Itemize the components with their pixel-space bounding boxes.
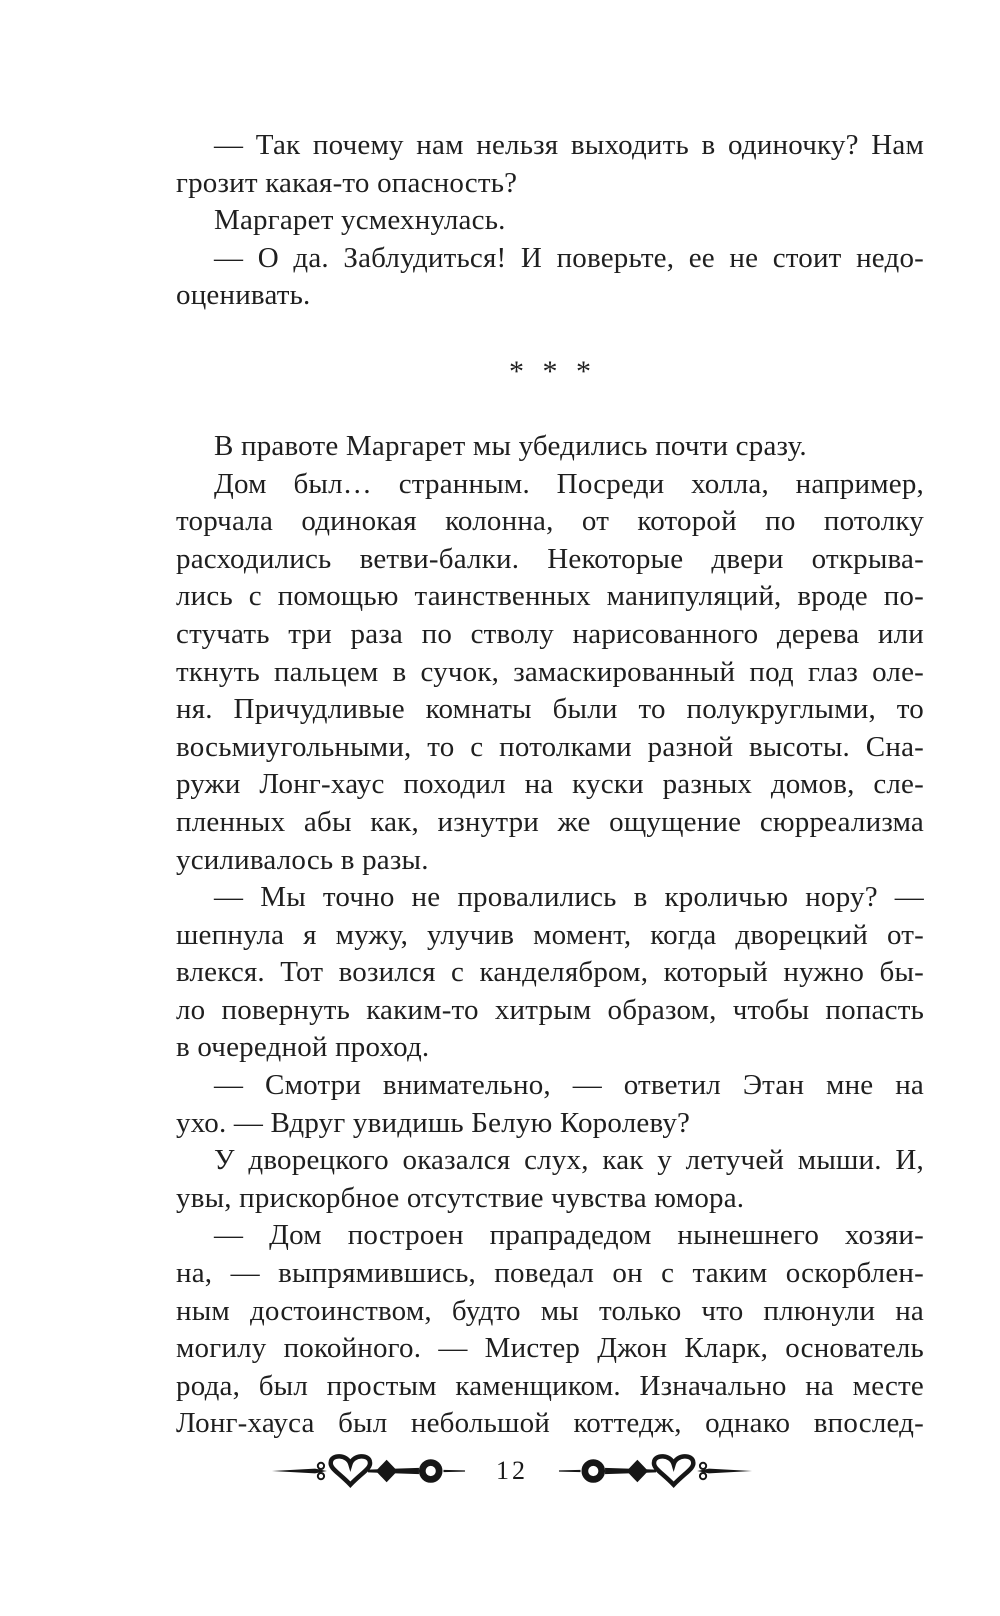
- text-line: увы, прискорбное отсутствие чувства юмора.: [176, 1181, 745, 1214]
- text-line: пленных абы как, изнутри же ощущение сюрреализма: [176, 805, 924, 838]
- paragraph: [176, 240, 924, 315]
- paragraph: [176, 127, 924, 202]
- text-line: — Так почему нам нельзя выходить в одиночку? Нам: [214, 129, 924, 161]
- text-line: В правоте Маргарет мы убедились почти сразу.: [214, 429, 807, 462]
- footer-ornament-right-icon: [558, 1451, 754, 1491]
- text-line: ня. Причудливые комнаты были то полукруглыми, то: [176, 693, 924, 726]
- page-number: 12: [496, 1456, 528, 1485]
- text-line: Лонг-хауса был небольшой коттедж, однако впослед-: [176, 1407, 924, 1440]
- text-line: Маргарет усмехнулась.: [214, 204, 506, 237]
- text-line: грозит какая-то опасность?: [176, 166, 518, 199]
- paragraph: [176, 466, 924, 880]
- section-separator: [176, 315, 924, 428]
- text-line: У дворецкого оказался слух, как у летучей мыши. И,: [214, 1144, 924, 1177]
- text-line: — Мы точно не провалились в кроличью нору? —: [214, 881, 924, 914]
- paragraph: [176, 202, 924, 240]
- text-line: расходились ветви-балки. Некоторые двери открыва-: [176, 542, 924, 575]
- text-line: в очередной проход.: [176, 1031, 430, 1064]
- paragraph: [176, 1217, 924, 1443]
- paragraph: [176, 428, 924, 466]
- text-line: влекся. Тот возился с канделябром, который нужно бы-: [176, 956, 924, 989]
- text-line: — Смотри внимательно, — ответил Этан мне на: [214, 1069, 924, 1102]
- text-line: на, — выпрямившись, поведал он с таким оскорблен-: [176, 1257, 924, 1290]
- page-footer: [12, 1450, 1000, 1492]
- text-line: ухо. — Вдруг увидишь Белую Королеву?: [176, 1106, 691, 1139]
- text-line: — Дом построен прапрадедом нынешнего хозяи-: [214, 1219, 924, 1252]
- text-line: усиливалось в разы.: [176, 843, 429, 876]
- text-line: Дом был… странным. Посреди холла, например,: [214, 467, 924, 500]
- text-block: [176, 127, 924, 1443]
- text-line: ло повернуть каким-то хитрым образом, чтобы попасть: [176, 993, 924, 1026]
- text-line: ткнуть пальцем в сучок, замаскированный под глаз оле-: [176, 655, 924, 688]
- text-line: восьмиугольными, то с потолками разной высоты. Сна-: [176, 730, 924, 763]
- text-line: рода, был простым каменщиком. Изначально на месте: [176, 1369, 924, 1402]
- text-line: ным достоинством, будто мы только что плюнули на: [176, 1294, 924, 1327]
- text-line: лись с помощью таинственных манипуляций, вроде по-: [176, 580, 924, 613]
- text-line: — О да. Заблудиться! И поверьте, ее не стоит недо-: [214, 241, 924, 274]
- paragraph: [176, 1142, 924, 1217]
- text-line: стучать три раза по стволу нарисованного дерева или: [176, 617, 924, 650]
- text-line: шепнула я мужу, улучив момент, когда дворецкий от-: [176, 918, 924, 951]
- text-line: торчала одинокая колонна, от которой по потолку: [176, 505, 924, 538]
- text-line: могилу покойного. — Мистер Джон Кларк, основатель: [176, 1332, 924, 1365]
- text-line: оценивать.: [176, 279, 311, 312]
- paragraph: [176, 1067, 924, 1142]
- asterisk-separator: * * *: [509, 354, 595, 388]
- text-line: ружи Лонг-хаус походил на куски разных домов, сле-: [176, 768, 924, 801]
- paragraph: [176, 879, 924, 1067]
- footer-ornament-left-icon: [270, 1451, 466, 1491]
